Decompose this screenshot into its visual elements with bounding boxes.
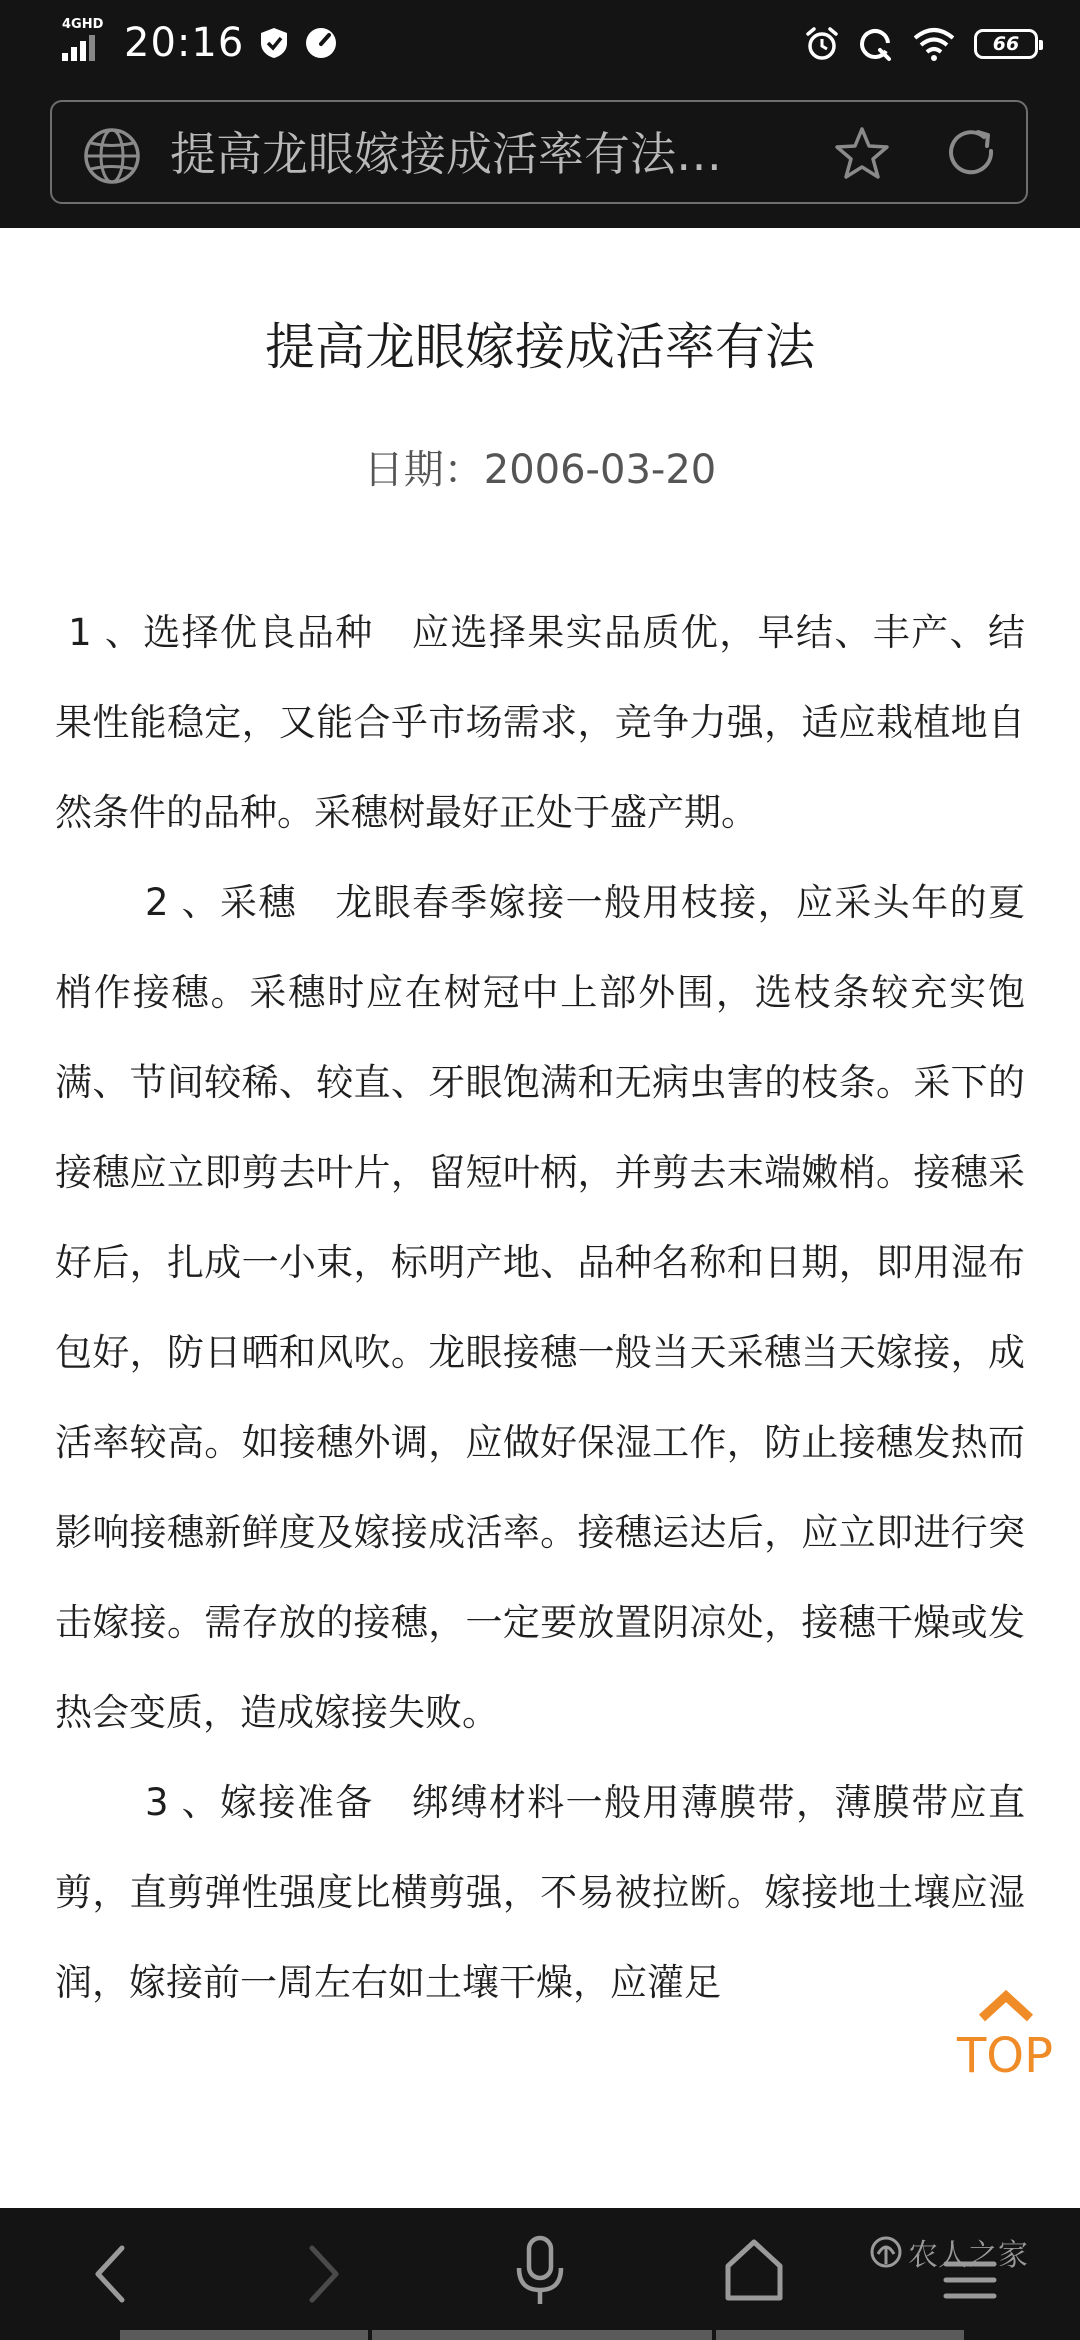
battery-level: 66 [992,33,1020,55]
reload-icon[interactable] [942,124,1002,184]
page-content [0,228,1080,2208]
gesture-indicator-2 [372,2330,712,2340]
article-date: 日期：2006-03-20 [363,447,717,493]
forward-arrow-icon[interactable] [302,2238,346,2310]
back-arrow-icon[interactable] [88,2238,132,2310]
globe-icon [82,126,142,186]
hotspot-icon [858,26,894,62]
network-label: 4GHD [62,17,104,32]
gesture-indicator-3 [716,2330,964,2340]
back-to-top-label: TOP [956,2028,1054,2084]
status-right [804,20,1038,68]
watermark [868,2230,1028,2274]
status-time: 20:16 [124,20,245,66]
article-body [55,588,1025,2028]
url-text[interactable]: 提高龙眼嫁接成活率有法… [170,127,722,181]
browser-nav-bar [0,2208,1080,2340]
article-paragraph-1: 1 、选择优良品种 应选择果实品质优，早结、丰产、结果性能稳定，又能合乎市场需求，竞争力强，适应栽植地自然条件的品种。采穗树最好正处于盛产期。 [55,611,1025,834]
bookmark-star-icon[interactable] [832,124,892,184]
network-indicator [58,17,110,63]
home-icon[interactable] [722,2236,786,2304]
gesture-indicator-1 [120,2330,368,2340]
speedometer-icon [304,26,338,60]
browser-toolbar [0,90,1080,228]
watermark-text: 农人之家 [908,2238,1028,2273]
wifi-icon [912,27,956,61]
article-title: 提高龙眼嫁接成活率有法 [265,318,815,376]
signal-bars-icon [62,35,95,61]
status-bar [0,0,1080,90]
battery-indicator [974,29,1038,59]
address-bar[interactable] [50,100,1028,204]
alarm-icon [804,26,840,62]
article-paragraph-3: 3 、嫁接准备 绑缚材料一般用薄膜带，薄膜带应直剪，直剪弹性强度比横剪强，不易被拉断。嫁接地土壤应湿润，嫁接前一周左右如土壤干燥，应灌足 [55,1781,1025,2004]
shield-icon [258,26,290,60]
watermark-logo-icon [868,2234,904,2270]
article-paragraph-2: 2 、采穗 龙眼春季嫁接一般用枝接，应采头年的夏梢作接穗。采穗时应在树冠中上部外围，选枝条较充实饱满、节间较稀、较直、牙眼饱满和无病虫害的枝条。采下的接穗应立即剪去叶片，留短叶柄，并剪去末端嫩梢。接穗采好后，扎成一小束，标明产地、品种名称和日期，即用湿布包好，防日晒和风吹。龙眼接穗一般当天采穗当天嫁接，成活率较高。如接穗外调，应做好保湿工作，防止接穗发热而影响接穗新鲜度及嫁接成活率。接穗运达后，应立即进行突击嫁接。需存放的接穗，一定要放置阴凉处，接穗干燥或发热会变质，造成嫁接失败。 [55,881,1025,1734]
chevron-up-icon [978,1988,1034,2024]
back-to-top-button[interactable] [950,1988,1060,2108]
microphone-icon[interactable] [512,2234,568,2314]
status-left [58,18,338,68]
